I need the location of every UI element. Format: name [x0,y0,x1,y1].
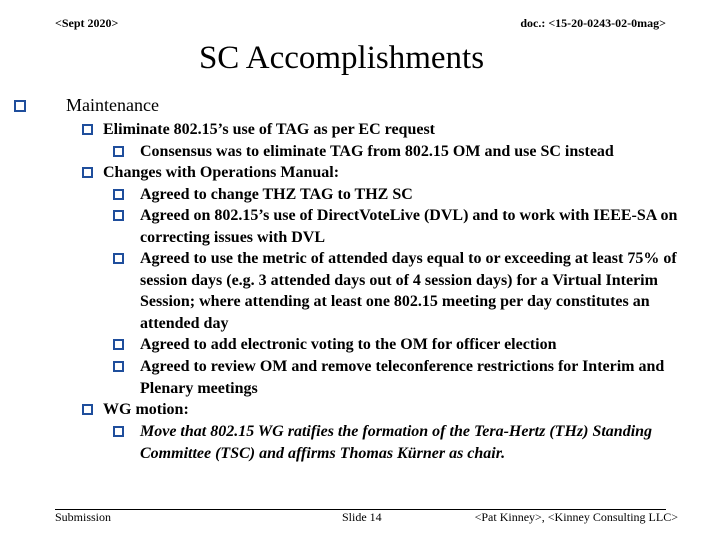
bullet-wg-motion [103,399,189,421]
checkbox-bullet-icon [82,167,93,178]
bullet-agreed-dvl [140,205,708,248]
footer-slide-number: Slide 14 [342,510,382,524]
header-date: <Sept 2020> [55,16,119,30]
bullet-text: Agreed to review OM and remove teleconference restrictions for Interim and Plenary meetings [140,358,665,397]
bullet-text: WG motion: [103,401,189,418]
checkbox-bullet-icon [82,124,93,135]
bullet-motion-text [140,421,708,464]
bullet-agreed-voting [140,334,708,356]
bullet-text: Agreed to change THZ TAG to THZ SC [140,186,413,203]
checkbox-bullet-icon [113,189,124,200]
bullet-eliminate [103,119,435,141]
bullet-agreed-metric [140,248,708,334]
bullet-text: Move that 802.15 WG ratifies the formation of the Tera-Hertz (THz) Standing Committee (TSC) and affirms Thomas Kürner as chair. [140,423,653,462]
slide-title: SC Accomplishments [198,40,485,76]
header-doc-id: doc.: <15-20-0243-02-0mag> [520,16,666,30]
footer-author: <Pat Kinney>, <Kinney Consulting LLC> [474,510,678,524]
bullet-text: Agreed to add electronic voting to the OM for officer election [140,336,557,353]
bullet-text: Consensus was to eliminate TAG from 802.15 OM and use SC instead [140,143,614,160]
bullet-text: Eliminate 802.15’s use of TAG as per EC request [103,121,436,138]
bullet-agreed-change [140,184,708,206]
bullet-maintenance [66,95,159,117]
bullet-text: Maintenance [66,95,159,115]
checkbox-bullet-icon [113,210,124,221]
checkbox-bullet-icon [113,146,124,157]
checkbox-bullet-icon [82,404,93,415]
bullet-changes [103,162,339,184]
checkbox-bullet-icon [14,100,26,112]
checkbox-bullet-icon [113,426,124,437]
checkbox-bullet-icon [113,361,124,372]
bullet-consensus [140,141,708,163]
bullet-text: Agreed to use the metric of attended days equal to or exceeding at least 75% of session days (e.g. 3 attended days out of 4 session days) for a Virtual Interim Session; where attending at least one 802.15 meeting per day constitutes an attended day [140,250,677,332]
checkbox-bullet-icon [113,253,124,264]
bullet-agreed-review [140,356,708,399]
bullet-text: Agreed on 802.15’s use of DirectVoteLive (DVL) and to work with IEEE-SA on correcting issues with DVL [140,207,678,246]
bullet-text: Changes with Operations Manual: [103,164,340,181]
footer-submission: Submission [55,510,112,524]
checkbox-bullet-icon [113,339,124,350]
